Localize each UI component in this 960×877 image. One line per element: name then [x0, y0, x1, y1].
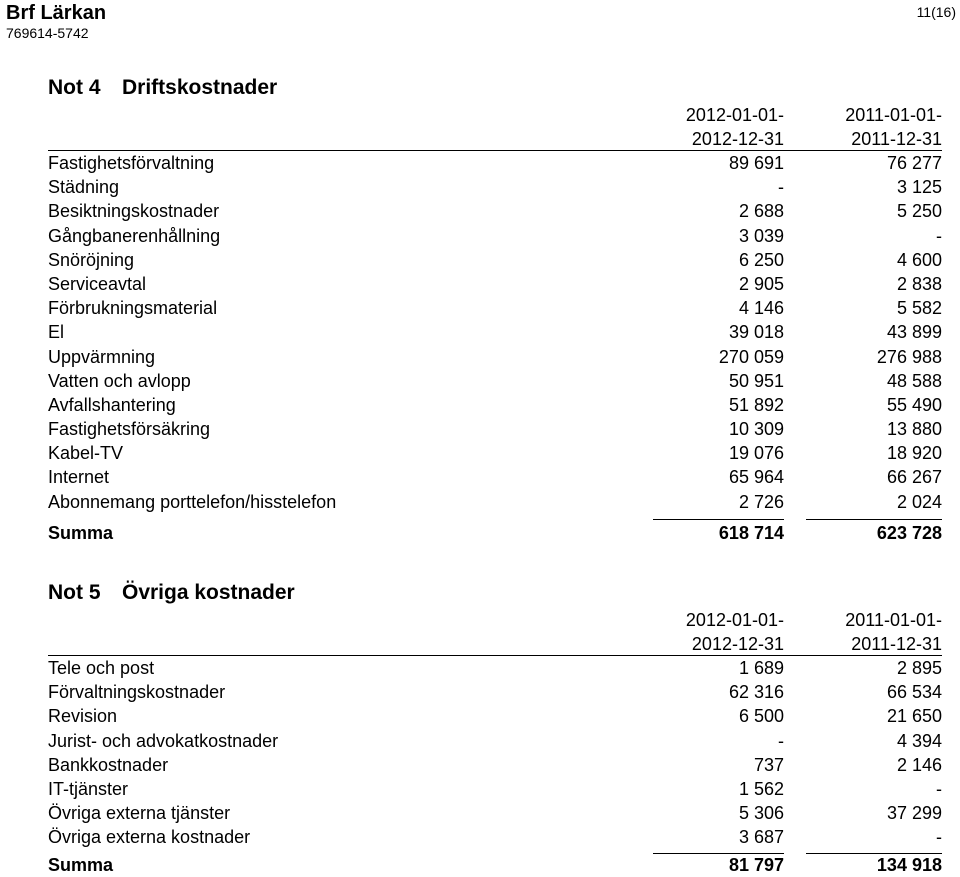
- sum-value-2011: 623 728: [876, 522, 942, 543]
- value-2012: 6 250: [738, 249, 784, 270]
- row-label: Bankkostnader: [48, 754, 169, 775]
- value-2011: 5 250: [896, 201, 942, 222]
- value-2011: 2 024: [896, 491, 942, 512]
- value-2011: 66 534: [886, 682, 942, 703]
- value-2012: 50 951: [728, 370, 784, 391]
- value-2011: 13 880: [886, 419, 942, 440]
- value-2012: 39 018: [728, 322, 784, 343]
- value-2012: 737: [753, 754, 784, 775]
- value-2012: 270 059: [718, 346, 784, 367]
- value-2012: 89 691: [728, 153, 784, 173]
- value-2011: 276 988: [876, 346, 942, 367]
- sum-label: Summa: [48, 854, 114, 875]
- col-2011-end: 2011-12-31: [851, 634, 942, 654]
- row-label: Fastighetsförvaltning: [48, 153, 215, 173]
- value-2012: 2 688: [738, 201, 784, 222]
- value-2012: 10 309: [728, 419, 784, 440]
- value-2011: 4 600: [896, 249, 942, 270]
- row-label: Förvaltningskostnader: [48, 682, 226, 703]
- value-2012: 1 562: [738, 778, 784, 799]
- value-2012: 5 306: [738, 803, 784, 824]
- note-4-section: [48, 73, 942, 547]
- note-5-section: [48, 578, 942, 877]
- table-row: [48, 441, 942, 465]
- note-5-sum-row: [48, 853, 942, 877]
- row-label: Uppvärmning: [48, 346, 156, 367]
- row-label: Jurist- och advokatkostnader: [48, 730, 279, 751]
- sum-value-2012: 618 714: [718, 522, 784, 543]
- table-row: [48, 320, 942, 344]
- table-row: [48, 825, 942, 849]
- note-5-number: Not 5: [48, 581, 101, 604]
- row-label: Städning: [48, 177, 120, 198]
- value-2011: 43 899: [886, 322, 942, 343]
- value-2011: 66 267: [886, 467, 942, 488]
- table-row: [48, 393, 942, 417]
- note-5-title: [48, 578, 942, 608]
- value-2012: 62 316: [728, 682, 784, 703]
- value-2012: 1 689: [738, 658, 784, 678]
- value-2012: 2 726: [738, 491, 784, 512]
- value-2012: -: [778, 177, 784, 198]
- value-2011: -: [936, 778, 942, 799]
- row-label: Serviceavtal: [48, 273, 147, 294]
- col-2012-start: 2012-01-01-: [685, 105, 784, 125]
- row-label: Förbrukningsmaterial: [48, 298, 218, 319]
- value-2011: 5 582: [896, 298, 942, 319]
- row-label: Abonnemang porttelefon/hisstelefon: [48, 491, 337, 512]
- note-4-rows: [48, 151, 942, 514]
- table-row: [48, 465, 942, 489]
- row-label: Avfallshantering: [48, 394, 176, 415]
- note-5-heading: Övriga kostnader: [122, 581, 295, 604]
- col-2012-start: 2012-01-01-: [685, 610, 784, 630]
- row-label: Snöröjning: [48, 249, 135, 270]
- note-4-title: [48, 73, 942, 103]
- value-2011: 2 838: [896, 273, 942, 294]
- row-label: Övriga externa tjänster: [48, 803, 231, 824]
- organization-number: 769614-5742: [6, 25, 89, 41]
- value-2012: 3 687: [738, 827, 784, 848]
- value-2011: 4 394: [896, 730, 942, 751]
- row-label: Besiktningskostnader: [48, 201, 220, 222]
- value-2012: 3 039: [738, 225, 784, 246]
- table-row: [48, 704, 942, 728]
- page-number: 11(16): [916, 4, 956, 20]
- value-2011: 48 588: [886, 370, 942, 391]
- value-2011: 3 125: [896, 177, 942, 198]
- table-row: [48, 753, 942, 777]
- value-2011: 37 299: [886, 803, 942, 824]
- table-row: [48, 224, 942, 248]
- value-2011: 2 146: [896, 754, 942, 775]
- row-label: Kabel-TV: [48, 443, 124, 464]
- row-label: IT-tjänster: [48, 778, 129, 799]
- table-row: [48, 490, 942, 514]
- value-2011: 18 920: [886, 443, 942, 464]
- value-2012: 6 500: [738, 706, 784, 727]
- table-row: [48, 151, 942, 175]
- row-label: Övriga externa kostnader: [48, 827, 251, 848]
- col-2012-end: 2012-12-31: [691, 129, 784, 149]
- note-4-sum-row: [48, 519, 942, 547]
- value-2012: 65 964: [728, 467, 784, 488]
- sum-label: Summa: [48, 522, 114, 543]
- table-row: [48, 296, 942, 320]
- table-row: [48, 248, 942, 272]
- table-row: [48, 272, 942, 296]
- note-5-column-headers: [48, 608, 942, 655]
- table-row: [48, 417, 942, 441]
- note-4-number: Not 4: [48, 76, 101, 99]
- value-2011: 2 895: [896, 658, 942, 678]
- table-row: [48, 345, 942, 369]
- col-2011-end: 2011-12-31: [851, 129, 942, 149]
- value-2011: -: [936, 225, 942, 246]
- table-row: [48, 175, 942, 199]
- note-5-rows: [48, 656, 942, 850]
- value-2012: 2 905: [738, 273, 784, 294]
- value-2012: -: [778, 730, 784, 751]
- sum-value-2011: 134 918: [876, 854, 942, 875]
- table-row: [48, 777, 942, 801]
- row-label: El: [48, 322, 65, 343]
- table-row: [48, 729, 942, 753]
- sum-value-2012: 81 797: [728, 854, 784, 875]
- value-2011: -: [936, 827, 942, 848]
- col-2011-start: 2011-01-01-: [845, 610, 942, 630]
- value-2011: 55 490: [886, 394, 942, 415]
- table-row: [48, 680, 942, 704]
- organization-name: Brf Lärkan: [6, 2, 107, 24]
- note-4-heading: Driftskostnader: [122, 76, 278, 99]
- row-label: Vatten och avlopp: [48, 370, 191, 391]
- row-label: Revision: [48, 706, 118, 727]
- value-2011: 76 277: [886, 153, 942, 173]
- col-2011-start: 2011-01-01-: [845, 105, 942, 125]
- table-row: [48, 199, 942, 223]
- value-2012: 4 146: [738, 298, 784, 319]
- row-label: Tele och post: [48, 658, 155, 678]
- col-2012-end: 2012-12-31: [691, 634, 784, 654]
- value-2012: 19 076: [728, 443, 784, 464]
- row-label: Internet: [48, 467, 110, 488]
- row-label: Fastighetsförsäkring: [48, 419, 211, 440]
- value-2012: 51 892: [728, 394, 784, 415]
- value-2011: 21 650: [886, 706, 942, 727]
- table-row: [48, 369, 942, 393]
- note-4-column-headers: [48, 103, 942, 150]
- table-row: [48, 656, 942, 680]
- row-label: Gångbanerenhållning: [48, 225, 221, 246]
- table-row: [48, 801, 942, 825]
